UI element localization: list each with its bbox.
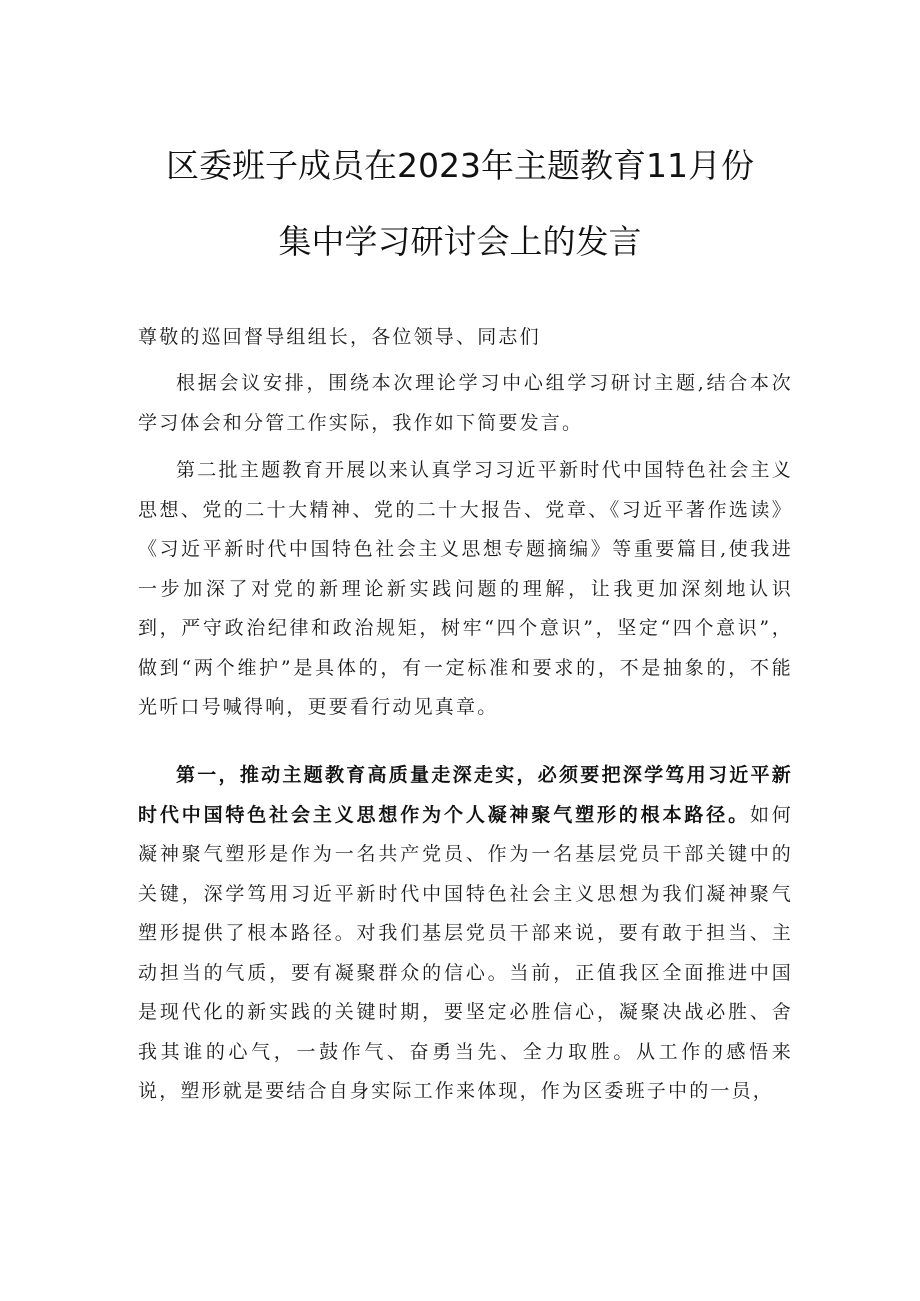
paragraph-point-one — [138, 756, 793, 1112]
paragraph-intro: 根据会议安排，围绕本次理论学习中心组学习研讨主题,结合本次学习体会和分管工作实际，我作如下简要发言。 — [138, 372, 793, 434]
paragraph-study-summary: 第二批主题教育开展以来认真学习习近平新时代中国特色社会主义思想、党的二十大精神、党的二十大报告、党章、《习近平著作选读》《习近平新时代中国特色社会主义思想专题摘编》等重要篇目,使我进一步加深了对党的新理论新实践问题的理解，让我更加深刻地认识到，严守政治纪律和政治规矩，树牢“四个意识”，坚定“四个意识”，做到“两个维护”是具体的，有一定标准和要求的，不是抽象的，不能光听口号喊得响，更要看行动见真章。 — [138, 459, 793, 718]
document-title-line-2: 集中学习研讨会上的发言 — [278, 222, 642, 261]
point-one-heading: 第一，推动主题教育高质量走深走实，必须要把深学笃用习近平新时代中国特色社会主义思想作为个人凝神聚气塑形的根本路径。 — [138, 764, 793, 826]
document-title-line-1: 区委班子成员在2023年主题教育11月份 — [166, 146, 754, 185]
salutation: 尊敬的巡回督导组组长，各位领导、同志们 — [138, 326, 541, 348]
point-one-body: 如何凝神聚气塑形是作为一名共产党员、作为一名基层党员干部关键中的关键，深学笃用习近平新时代中国特色社会主义思想为我们凝神聚气塑形提供了根本路径。对我们基层党员干部来说，要有敢于担当、主动担当的气质，要有凝聚群众的信心。当前，正值我区全面推进中国是现代化的新实践的关键时期，要坚定必胜信心，凝聚决战必胜、舍我其谁的心气，一鼓作气、奋勇当先、全力取胜。从工作的感悟来说，塑形就是要结合自身实际工作来体现，作为区委班子中的一员， — [138, 803, 793, 1102]
